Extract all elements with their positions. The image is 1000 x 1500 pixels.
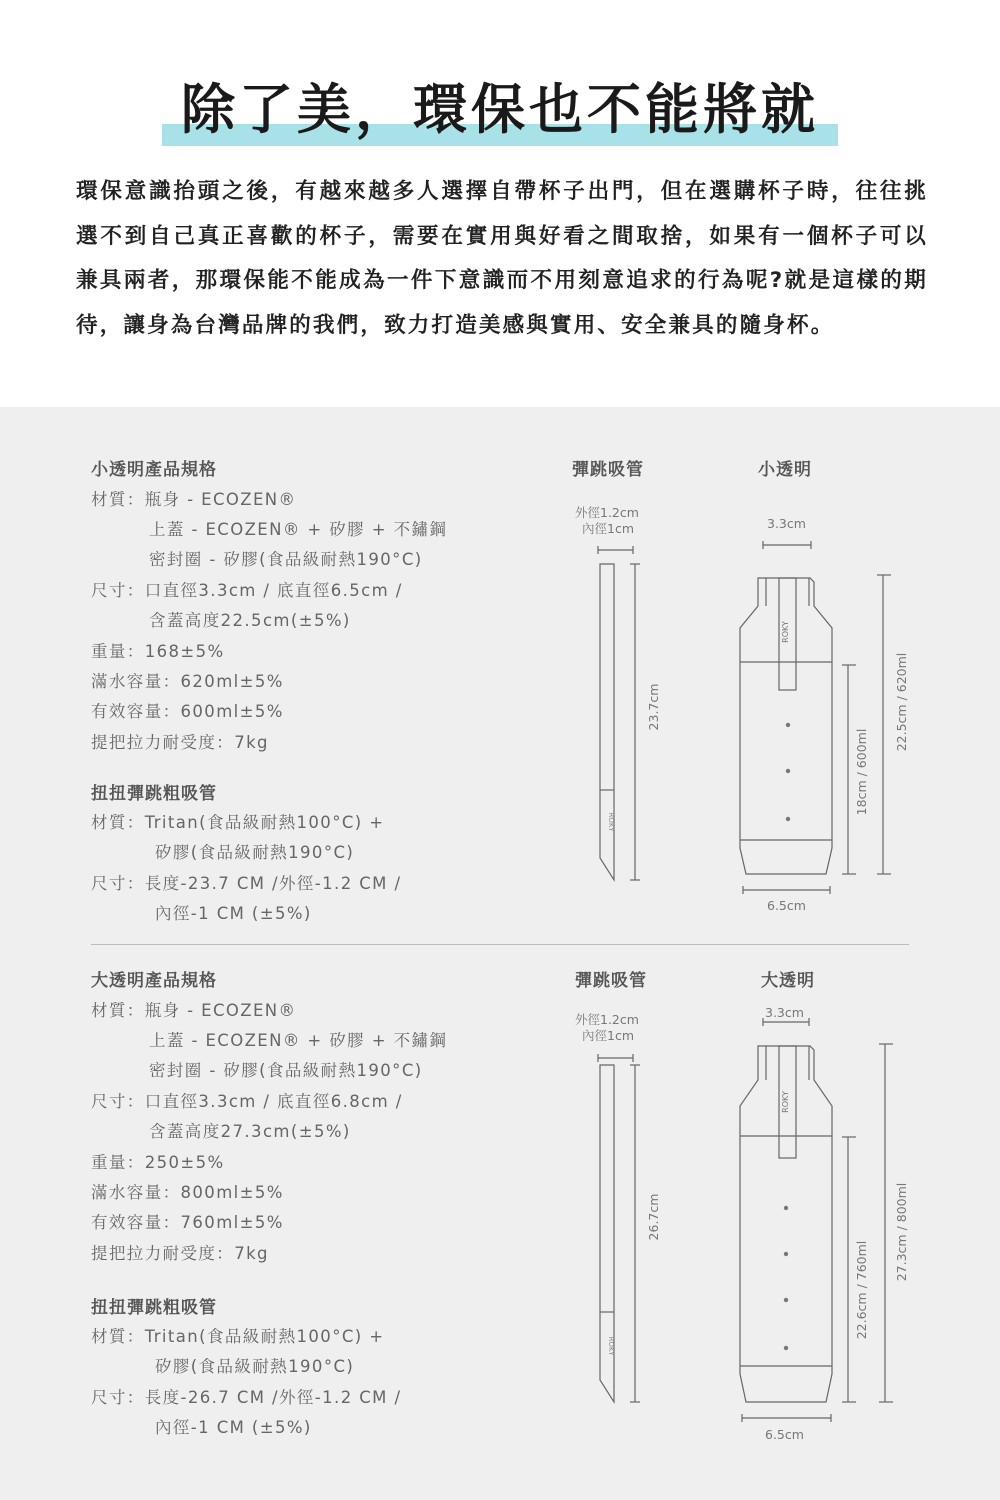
bottle-brand-mark: ROKY (781, 1091, 790, 1113)
straw-drawing (598, 1054, 640, 1402)
spec-line: 含蓋高度22.5cm(±5%) (149, 611, 351, 630)
large-straw-column-title: 彈跳吸管 (575, 971, 647, 991)
large-straw-title: 扭扭彈跳粗吸管 (91, 1298, 217, 1318)
base-diameter: 6.5cm (765, 1427, 804, 1442)
large-spec-title: 大透明產品規格 (91, 971, 217, 991)
bottle-brand-mark: ROKY (781, 621, 790, 643)
base-diameter: 6.5cm (767, 898, 806, 913)
spec-line: 上蓋 - ECOZEN® + 矽膠 + 不鏽鋼 (149, 520, 448, 539)
straw-line: 尺寸：長度-26.7 CM /外徑-1.2 CM / (91, 1388, 402, 1407)
straw-line: 材質：Tritan(食品級耐熱100°C) + (91, 1327, 385, 1346)
spec-line: 重量：250±5% (91, 1153, 225, 1172)
straw-brand-mark: ROKY (607, 812, 615, 832)
spec-line: 滿水容量：620ml±5% (91, 672, 284, 691)
straw-inner-diameter: 內徑1cm (582, 521, 635, 536)
straw-line: 矽膠(食品級耐熱190°C) (155, 843, 355, 862)
spec-line: 有效容量：760ml±5% (91, 1213, 284, 1232)
straw-line: 內徑-1 CM (±5%) (155, 1418, 312, 1437)
straw-line: 尺寸：長度-23.7 CM /外徑-1.2 CM / (91, 874, 402, 893)
bottle-drawing (740, 1018, 893, 1422)
straw-outer-diameter: 外徑1.2cm (575, 1012, 639, 1027)
spec-line: 滿水容量：800ml±5% (91, 1183, 284, 1202)
fill-height-label: 22.6cm / 760ml (854, 1240, 869, 1340)
mouth-diameter: 3.3cm (767, 516, 806, 531)
spec-line: 密封圈 - 矽膠(食品級耐熱190°C) (149, 550, 423, 569)
straw-length-label: 23.7cm (646, 683, 661, 731)
page-headline: 除了美，環保也不能將就 (181, 78, 819, 141)
spec-line: 尺寸：口直徑3.3cm / 底直徑6.5cm / (91, 581, 403, 600)
straw-inner-diameter: 內徑1cm (582, 1028, 635, 1043)
straw-brand-mark: ROKY (607, 1336, 615, 1356)
mouth-diameter: 3.3cm (765, 1005, 804, 1020)
straw-line: 內徑-1 CM (±5%) (155, 904, 312, 923)
spec-line: 重量：168±5% (91, 642, 225, 661)
total-height-label: 22.5cm / 620ml (894, 652, 909, 752)
spec-line: 密封圈 - 矽膠(食品級耐熱190°C) (149, 1061, 423, 1080)
straw-outer-diameter: 外徑1.2cm (575, 505, 639, 520)
spec-line: 材質：瓶身 - ECOZEN® (91, 490, 297, 509)
spec-line: 提把拉力耐受度：7kg (91, 1244, 269, 1263)
small-bottle-column-title: 小透明 (758, 460, 812, 480)
spec-line: 尺寸：口直徑3.3cm / 底直徑6.8cm / (91, 1092, 403, 1111)
straw-line: 材質：Tritan(食品級耐熱100°C) + (91, 813, 385, 832)
spec-line: 上蓋 - ECOZEN® + 矽膠 + 不鏽鋼 (149, 1031, 448, 1050)
intro-paragraph: 環保意識抬頭之後，有越來越多人選擇自帶杯子出門，但在選購杯子時，往往挑選不到自己真正喜歡的杯子，需要在實用與好看之間取捨，如果有一個杯子可以兼具兩者，那環保能不能成為一件下意識而不用刻意追求的行為呢?就是這樣的期待，讓身為台灣品牌的我們，致力打造美感與實用、安全兼具的隨身杯。 (76, 179, 928, 338)
spec-line: 有效容量：600ml±5% (91, 702, 284, 721)
small-straw-column-title: 彈跳吸管 (572, 460, 644, 480)
large-bottle-column-title: 大透明 (761, 971, 815, 991)
straw-line: 矽膠(食品級耐熱190°C) (155, 1357, 355, 1376)
small-spec-title: 小透明產品規格 (91, 460, 217, 480)
total-height-label: 27.3cm / 800ml (894, 1182, 909, 1282)
straw-length-label: 26.7cm (646, 1193, 661, 1241)
fill-height-label: 18cm / 600ml (854, 728, 869, 816)
spec-line: 提把拉力耐受度：7kg (91, 733, 269, 752)
spec-line: 含蓋高度27.3cm(±5%) (149, 1122, 351, 1141)
spec-line: 材質：瓶身 - ECOZEN® (91, 1001, 297, 1020)
small-straw-title: 扭扭彈跳粗吸管 (91, 784, 217, 804)
